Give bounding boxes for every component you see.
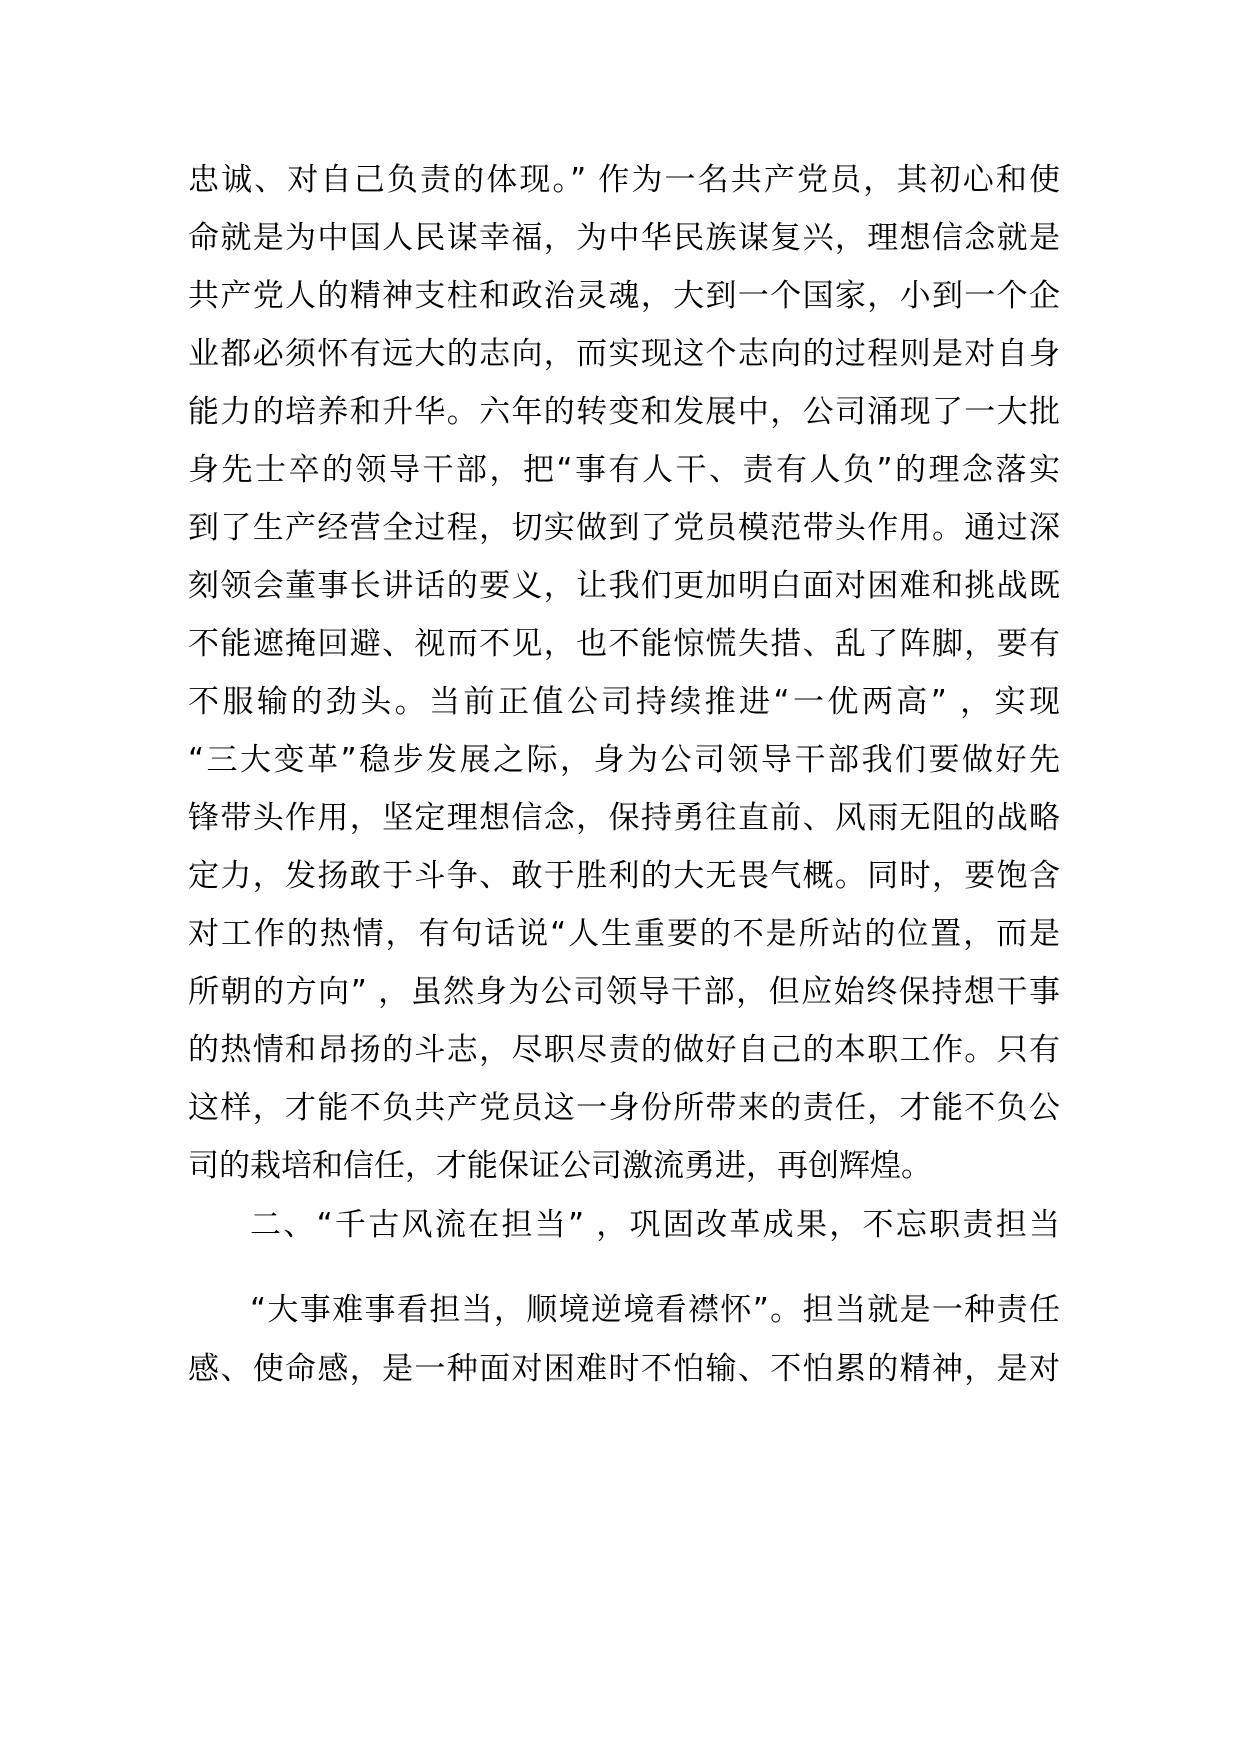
paragraph-line: 不能遮掩回避、视而不见，也不能惊慌失措、乱了阵脚，要有	[188, 626, 1060, 662]
paragraph-line: 对工作的热情，有句话说“人生重要的不是所站的位置，而是	[188, 916, 1060, 952]
paragraph-line: 到了生产经营全过程，切实做到了党员模范带头作用。通过深	[188, 510, 1060, 546]
paragraph-line: 忠诚、对自己负责的体现。” 作为一名共产党员，其初心和使	[188, 162, 1060, 198]
paragraph-line: 业都必须怀有远大的志向，而实现这个志向的过程则是对自身	[188, 336, 1060, 372]
paragraph-line: 锋带头作用，坚定理想信念，保持勇往直前、风雨无阻的战略	[188, 800, 1060, 836]
paragraph-line: 刻领会董事长讲话的要义，让我们更加明白面对困难和挑战既	[188, 568, 1060, 604]
paragraph-line: 所朝的方向” ，虽然身为公司领导干部，但应始终保持想干事	[188, 974, 1060, 1010]
paragraph-line: “三大变革”稳步发展之际，身为公司领导干部我们要做好先	[188, 742, 1060, 778]
paragraph-line: 感、使命感，是一种面对困难时不怕输、不怕累的精神，是对	[188, 1351, 1060, 1387]
paragraph-line: 的热情和昂扬的斗志，尽职尽责的做好自己的本职工作。只有	[188, 1032, 1060, 1068]
paragraph-line: 命就是为中国人民谋幸福，为中华民族谋复兴，理想信念就是	[188, 220, 1060, 256]
paragraph-line: 定力，发扬敢于斗争、敢于胜利的大无畏气概。同时，要饱含	[188, 858, 1060, 894]
paragraph-line: 共产党人的精神支柱和政治灵魂，大到一个国家，小到一个企	[188, 278, 1060, 314]
paragraph-line: 不服输的劲头。当前正值公司持续推进“一优两高” ，实现	[188, 684, 1060, 720]
paragraph-line: “大事难事看担当，顺境逆境看襟怀”。担当就是一种责任	[250, 1292, 1060, 1328]
paragraph-line: 身先士卒的领导干部，把“事有人干、责有人负”的理念落实	[188, 452, 1060, 488]
paragraph-line: 司的栽培和信任，才能保证公司激流勇进，再创辉煌。	[188, 1148, 932, 1184]
section-heading: 二、“千古风流在担当” ，巩固改革成果，不忘职责担当	[250, 1207, 1060, 1243]
paragraph-line: 这样，才能不负共产党员这一身份所带来的责任，才能不负公	[188, 1090, 1060, 1126]
paragraph-line: 能力的培养和升华。六年的转变和发展中，公司涌现了一大批	[188, 394, 1060, 430]
